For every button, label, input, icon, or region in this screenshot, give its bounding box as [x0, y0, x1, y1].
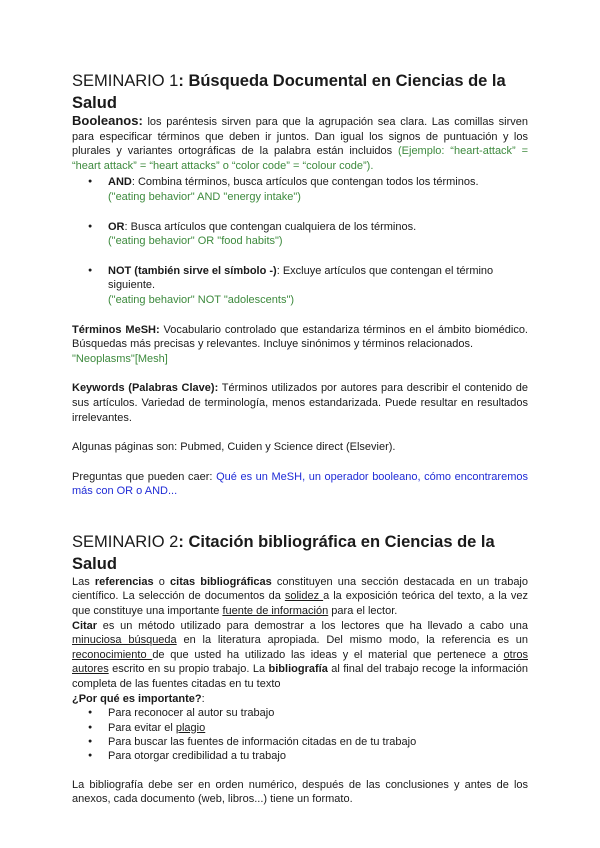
keywords-paragraph: Keywords (Palabras Clave): Términos utilizados por autores para describir el contenido de sus artículos. Variedad de terminología, menos estandarizada. Puede resultar en resultados irrelevantes.	[72, 382, 529, 424]
list-item: ● OR: Busca artículos que contengan cualquiera de los términos. ("eating behavior" OR "food habits")	[72, 220, 528, 249]
mesh-paragraph: Términos MeSH: Vocabulario controlado que estandariza términos en el ámbito biomédico. Búsquedas más precisas y relevantes. Incluye sinónimos y términos relacionados. "Neoplasms"[Mesh]	[72, 323, 528, 365]
citar-paragraph: Citar es un método utilizado para demostrar a los lectores que ha llevado a cabo una minuciosa búsqueda en la literatura apropiada. Del mismo modo, la referencia es un reconocimiento de que usted ha utilizado las ideas y el material que pertenece a otros autores escrito en su propio trabajo. La bibliografía al final del trabajo recoge la información completa de las fuentes citadas en tu texto	[72, 619, 529, 691]
list-item: ● Para evitar el plagio	[72, 721, 528, 735]
why-heading: ¿Por qué es importante?:	[72, 692, 205, 705]
list-item: ● Para reconocer al autor su trabajo	[72, 706, 528, 720]
list-item: ● Para otorgar credibilidad a tu trabajo	[72, 749, 528, 763]
seminar-1-title: SEMINARIO 1: Búsqueda Documental en Ciencias de la Salud	[72, 72, 506, 112]
operators-list	[72, 175, 528, 307]
questions-paragraph: Preguntas que pueden caer: Qué es un MeSH, un operador booleano, cómo encontraremos más con OR o AND...	[72, 470, 528, 498]
booleanos-paragraph: Booleanos: los paréntesis sirven para que la agrupación sea clara. Las comillas sirven para especificar términos que deben ir juntos. Dan igual los signos de puntuación y los plurales y variantes ortográficas de la palabra están incluidos (Ejemplo: “heart-attack” = “heart attack” = “heart attacks” o “color code” = “colour code”).	[72, 113, 528, 172]
closing-paragraph: La bibliografía debe ser en orden numérico, después de las conclusiones y antes de los anexos, cada documento (web, libros...) tiene un formato.	[72, 778, 528, 806]
list-item: ● NOT (también sirve el símbolo -): Excluye artículos que contengan el término siguiente. ("eating behavior" NOT "adolescents")	[72, 264, 528, 308]
pages-paragraph: Algunas páginas son: Pubmed, Cuiden y Science direct (Elsevier).	[72, 441, 396, 454]
why-list	[72, 706, 528, 764]
references-paragraph: Las referencias o citas bibliográficas constituyen una sección destacada en un trabajo científico. La selección de documentos da solidez a la exposición teórica del texto, a la vez que constituye una importante fuente de información para el lector.	[72, 575, 529, 618]
seminar-2-title: SEMINARIO 2: Citación bibliográfica en Ciencias de la Salud	[72, 532, 495, 573]
document-page	[72, 70, 528, 807]
list-item: ● Para buscar las fuentes de información citadas en de tu trabajo	[72, 735, 528, 749]
list-item: ● AND: Combina términos, busca artículos que contengan todos los términos. ("eating behavior" AND "energy intake")	[72, 175, 528, 204]
